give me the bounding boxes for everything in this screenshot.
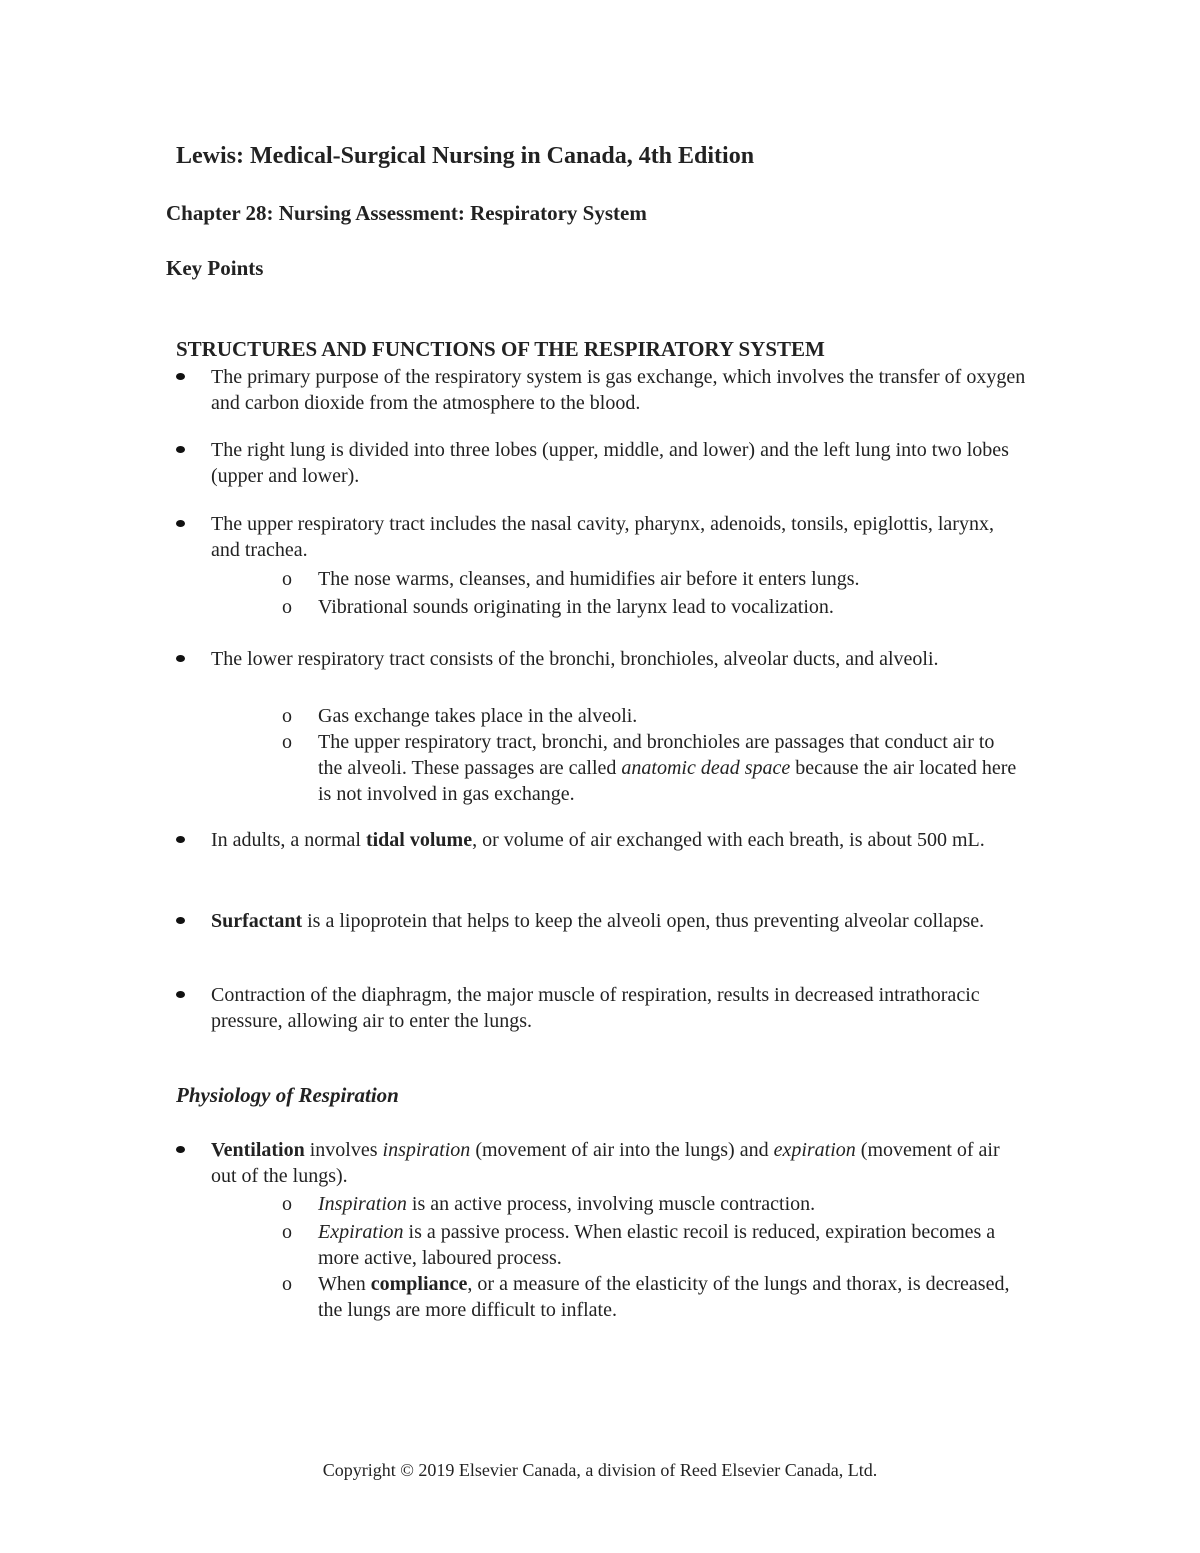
sub-list-item — [282, 1271, 1022, 1323]
list-item — [176, 646, 1026, 672]
key-points-heading: Key Points — [166, 256, 264, 280]
sub-list-item — [282, 703, 1022, 729]
sub-list-item-text — [318, 1191, 1022, 1217]
italic-term: inspiration — [382, 1139, 471, 1161]
bullet-icon — [176, 836, 185, 843]
sub-list-item-text — [318, 1219, 1022, 1271]
italic-term: anatomic dead space — [621, 757, 791, 779]
bullet-icon — [176, 446, 185, 453]
list-item — [176, 908, 1026, 934]
section-heading-physiology: Physiology of Respiration — [176, 1083, 399, 1107]
section-heading-structures: STRUCTURES AND FUNCTIONS OF THE RESPIRATORY SYSTEM — [176, 337, 825, 361]
sub-list-item — [282, 566, 1022, 592]
list-item-text: The upper respiratory tract includes the nasal cavity, pharynx, adenoids, tonsils, epiglottis, larynx, and trachea. — [211, 513, 994, 561]
text-run: is a passive process. When elastic recoil is reduced, expiration becomes a more active, laboured process. — [318, 1221, 996, 1269]
list-item-text: The right lung is divided into three lobes (upper, middle, and lower) and the left lung into two lobes (upper and lower). — [211, 439, 1009, 487]
text-run: (movement of air into the lungs) and — [470, 1139, 774, 1161]
sub-bullet-marker: o — [282, 596, 292, 618]
list-item-text — [211, 908, 1026, 934]
italic-term: Inspiration — [318, 1193, 407, 1215]
text-run: In adults, a normal — [211, 829, 366, 851]
text-run: , or a measure of the elasticity of the lungs and thorax, is decreased, the lungs are more difficult to inflate. — [318, 1273, 1010, 1321]
list-item-text: The lower respiratory tract consists of the bronchi, bronchioles, alveolar ducts, and alveoli. — [211, 648, 939, 670]
bullet-icon — [176, 373, 185, 380]
bullet-icon — [176, 520, 185, 527]
text-run: involves — [304, 1139, 383, 1161]
list-item — [176, 437, 1026, 489]
sub-bullet-marker: o — [282, 1193, 292, 1215]
text-run: because the air located here is not involved in gas exchange. — [318, 757, 1017, 805]
bold-term: Ventilation — [211, 1139, 305, 1161]
list-item-text — [211, 1137, 1026, 1189]
text-run: When — [318, 1273, 371, 1295]
list-item-text: The primary purpose of the respiratory system is gas exchange, which involves the transfer of oxygen and carbon dioxide from the atmosphere to the blood. — [211, 366, 1026, 414]
sub-list-item-text: Gas exchange takes place in the alveoli. — [318, 705, 638, 727]
copyright-footer: Copyright © 2019 Elsevier Canada, a division of Reed Elsevier Canada, Ltd. — [322, 1460, 878, 1480]
text-run: (movement of air out of the lungs). — [211, 1139, 1000, 1187]
bullet-icon — [176, 655, 185, 662]
sub-bullet-marker: o — [282, 1221, 292, 1243]
bold-term: Surfactant — [211, 910, 303, 932]
list-item — [176, 982, 1026, 1034]
chapter-title: Chapter 28: Nursing Assessment: Respiratory System — [166, 201, 647, 225]
bold-term: tidal volume — [365, 829, 473, 851]
bullet-icon — [176, 1146, 185, 1153]
sub-list-item — [282, 1219, 1022, 1271]
list-item-text — [211, 827, 1026, 853]
sub-bullet-marker: o — [282, 568, 292, 590]
sub-list-item-text — [318, 729, 1022, 807]
bold-term: compliance — [370, 1273, 468, 1295]
text-run: , or volume of air exchanged with each breath, is about 500 mL. — [472, 829, 985, 851]
list-item — [176, 827, 1026, 853]
sub-list-item — [282, 594, 1022, 620]
bullet-icon — [176, 917, 185, 924]
sub-bullet-marker: o — [282, 1273, 292, 1295]
list-item — [176, 364, 1026, 416]
text-run: is an active process, involving muscle contraction. — [406, 1193, 816, 1215]
list-item-text: Contraction of the diaphragm, the major muscle of respiration, results in decreased intrathoracic pressure, allowing air to enter the lungs. — [211, 984, 980, 1032]
sub-list-item-text — [318, 1271, 1022, 1323]
text-run: The upper respiratory tract, bronchi, and bronchioles are passages that conduct air to the alveoli. These passages are called — [318, 731, 995, 779]
list-item — [176, 511, 1026, 563]
sub-list-item-text: The nose warms, cleanses, and humidifies air before it enters lungs. — [318, 568, 860, 590]
italic-term: expiration — [773, 1139, 856, 1161]
sub-bullet-marker: o — [282, 731, 292, 753]
sub-bullet-marker: o — [282, 705, 292, 727]
text-run: is a lipoprotein that helps to keep the alveoli open, thus preventing alveolar collapse. — [302, 910, 985, 932]
sub-list-item — [282, 1191, 1022, 1217]
bullet-icon — [176, 991, 185, 998]
list-item — [176, 1137, 1026, 1189]
book-title: Lewis: Medical-Surgical Nursing in Canada, 4th Edition — [176, 143, 755, 169]
italic-term: Expiration — [318, 1221, 404, 1243]
sub-list-item-text: Vibrational sounds originating in the larynx lead to vocalization. — [318, 596, 834, 618]
sub-list-item — [282, 729, 1022, 807]
